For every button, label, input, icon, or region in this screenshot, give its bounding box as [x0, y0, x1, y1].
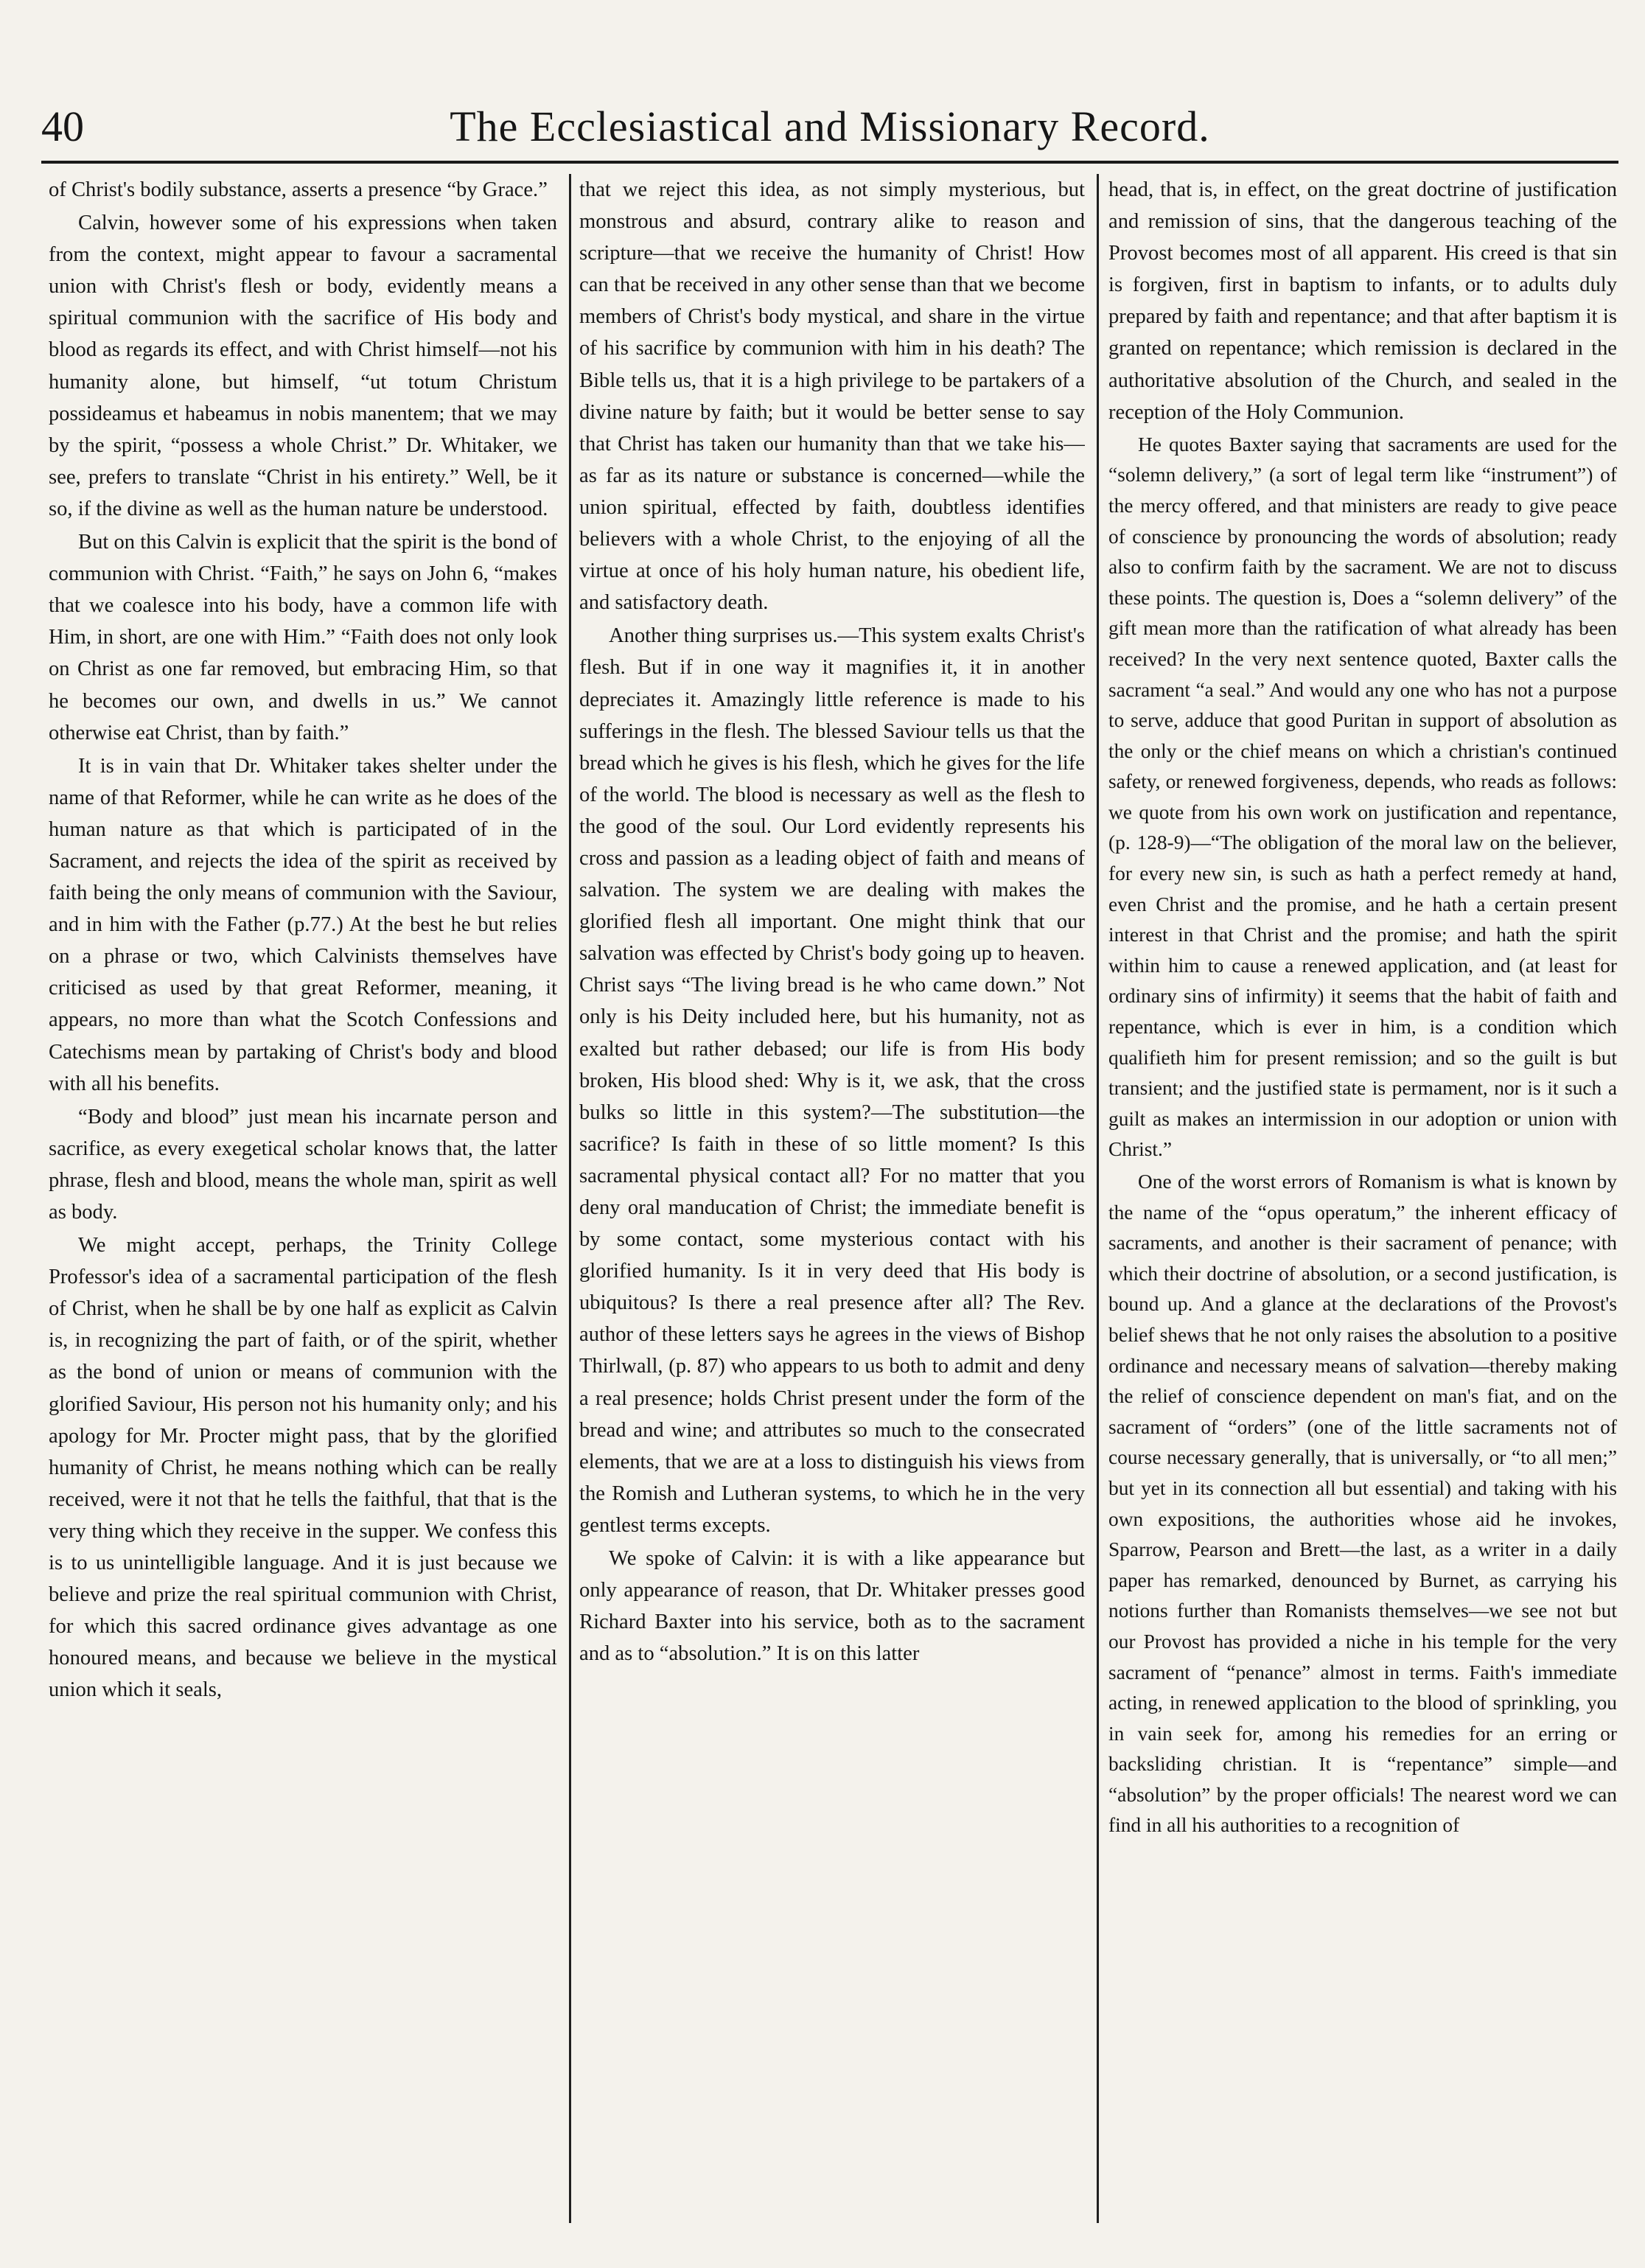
text-column-3	[1108, 174, 1617, 2238]
page-header	[41, 97, 1618, 156]
page-number: 40	[41, 102, 84, 150]
paragraph: Another thing surprises us.—This system exalts Christ's flesh. But if in one way it magnifies it, it in another depreciates it. Amazingly little reference is made to his sufferings in the flesh. The blessed Saviour tells us that the bread which he gives is his flesh, which he gives for the life of the world. The blood is necessary as well as the flesh to the good of the soul. Our Lord evidently represents his cross and passion as a leading object of faith and means of salvation. The system we are dealing with makes the glorified flesh all important. One might think that our salvation was effected by Christ's body going up to heaven. Christ says “The living bread is he who came down.” Not only is his Deity included here, but his humanity, not as exalted but rather debased; our life is from His body broken, His blood shed: Why is it, we ask, that the cross bulks so little in this system?—The substitution—the sacrifice? Is faith in these of so little moment? Is this sacramental physical contact all? For no matter that you deny oral manducation of Christ; the immediate benefit is by some contact, some mysterious contact with his glorified humanity. Is it in very deed that His body is ubiquitous? Is there a real presence after all? The Rev. author of these letters says he agrees in the views of Bishop Thirlwall, (p. 87) who appears to us both to admit and deny a real presence; holds Christ present under the form of the bread and wine; and attributes so much to the consecrated elements, that we are at a loss to distinguish his views from the Romish and Lutheran systems, to which he in the very gentlest terms excepts.	[579, 624, 1085, 1537]
paragraph: He quotes Baxter saying that sacraments are used for the “solemn delivery,” (a sort of legal term like “instrument”) of the mercy offered, and that ministers are ready to give peace of conscience by pronouncing the words of absolution; ready also to confirm faith by the sacrament. We are not to discuss these points. The question is, Does a “solemn delivery” of the gift mean more than the ratification of what already has been received? In the very next sentence quoted, Baxter calls the sacrament “a seal.” And would any one who has not a purpose to serve, adduce that good Puritan in support of absolution as the only or the chief means on which a christian's continued safety, or renewed forgiveness, depends, who reads as follows: we quote from his own work on justification and repentance, (p. 128-9)—“The obligation of the moral law on the believer, for every new sin, is such as hath a perfect remedy at hand, even Christ and the promise, and he hath a certain present interest in that Christ and the promise; and hath the spirit within him to cause a renewed application, and (at least for ordinary sins of infirmity) it seems that the habit of faith and repentance, which is ever in him, is a condition which qualifieth him for present remission; and so the guilt is but transient; and the justified state is permament, nor is it such a guilt as makes an intermission in our adoption or union with Christ.”	[1108, 433, 1617, 1161]
paragraph: One of the worst errors of Romanism is what is known by the name of the “opus operatum,” the inherent efficacy of sacraments, and another is their sacrament of penance; with which their doctrine of absolution, or a second justification, is bound up. And a glance at the declarations of the Provost's belief shews that he not only raises the absolution to a positive ordinance and necessary means of salvation—thereby making the relief of conscience dependent on man's fiat, and on the sacrament of “orders” (one of the little sacraments not of course necessary generally, that is universally, or “to all men;” but yet in its connection all but essential) and taking with his own expositions, the authorities whose aid he invokes, Sparrow, Pearson and Brett—the last, as a writer in a daily paper has remarked, denounced by Burnet, as carrying his notions further than Romanists themselves—we see not but our Provost has provided a niche in his temple for the very sacrament of “penance” almost in terms. Faith's immediate acting, in renewed application to the blood of sprinkling, you in vain seek for, among his remedies for an erring or backsliding christian. It is “repentance” simple—and “absolution” by the proper officials! The nearest word we can find in all his authorities to a recognition of	[1108, 1170, 1617, 1837]
paragraph: We spoke of Calvin: it is with a like appearance but only appearance of reason, that Dr. Whitaker presses good Richard Baxter into his service, both as to the sacrament and as to “absolution.” It is on this latter	[579, 1547, 1085, 1666]
paragraph: that we reject this idea, as not simply mysterious, but monstrous and absurd, contrary alike to reason and scripture—that we receive the humanity of Christ! How can that be received in any other sense than that we become members of Christ's body mystical, and share in the virtue of his sacrifice by communion with him in his death? The Bible tells us, that it is a high privilege to be partakers of a divine nature by faith; but it would be better sense to say that Christ has taken our humanity than that we take his—as far as its nature or substance is concerned—while the union spiritual, effected by faith, doubtless identifies believers with a whole Christ, to the enjoying of all the virtue at once of his holy human nature, his obedient life, and satisfactory death.	[579, 178, 1085, 615]
paragraph: It is in vain that Dr. Whitaker takes shelter under the name of that Reformer, while he can write as he does of the human nature as that which is participated of in the Sacrament, and rejects the idea of the spirit as received by faith being the only means of communion with the Saviour, and in him with the Father (p.77.) At the best he but relies on a phrase or two, which Calvinists themselves have criticised as used by that great Reformer, meaning, it appears, no more than what the Scotch Confessions and Catechisms mean by partaking of Christ's body and blood with all his benefits.	[49, 754, 557, 1095]
journal-title: The Ecclesiastical and Missionary Record.	[450, 102, 1210, 150]
paragraph: We might accept, perhaps, the Trinity College Professor's idea of a sacramental participation of the flesh of Christ, when he shall be by one half as explicit as Calvin is, in recognizing the part of faith, or of the spirit, whether as the bond of union or means of communion with the glorified Saviour, His person not his humanity only; and his apology for Mr. Procter might pass, that by the glorified humanity of Christ, he means nothing which can be really received, were it not that he tells the faithful, that that is the very thing which they receive in the supper. We confess this is to us unintelligible language. And it is just because we believe and prize the real spiritual communion with Christ, for which this sacred ordinance gives advantage as one honoured means, and because we believe in the mystical union which it seals,	[49, 1234, 557, 1702]
paragraph: Calvin, however some of his expressions when taken from the context, might appear to favour a sacramental union with Christ's flesh or body, evidently means a spiritual communion with the sacrifice of His body and blood as regards its effect, and with Christ himself—not his humanity alone, but himself, “ut totum Christum possideamus et habeamus in nobis manentem; that we may by the spirit, “possess a whole Christ.” Dr. Whitaker, we see, prefers to translate “Christ in his entirety.” Well, be it so, if the divine as well as the human nature be understood.	[49, 212, 557, 520]
column-divider	[569, 174, 571, 2223]
text-column-1	[49, 174, 557, 2238]
column-divider	[1097, 174, 1099, 2223]
text-column-2	[579, 174, 1085, 2238]
header-rule	[41, 161, 1618, 164]
paragraph: of Christ's bodily substance, asserts a presence “by Grace.”	[49, 178, 548, 201]
paragraph: But on this Calvin is explicit that the spirit is the bond of communion with Christ. “Faith,” he says on John 6, “makes that we coalesce into his body, have a common life with Him, in short, are one with Him.” “Faith does not only look on Christ as one far removed, but embracing Him, so that he becomes our own, and dwells in us.” We cannot otherwise eat Christ, than by faith.”	[49, 531, 557, 744]
paragraph: head, that is, in effect, on the great doctrine of justification and remission of sins, that the dangerous teaching of the Provost becomes most of all apparent. His creed is that sin is forgiven, first in baptism to infants, or to adults duly prepared by faith and repentance; and that after baptism it is granted on repentance; which remission is declared in the authoritative absolution of the Church, and sealed in the reception of the Holy Communion.	[1108, 178, 1617, 424]
paragraph: “Body and blood” just mean his incarnate person and sacrifice, as every exegetical scholar knows that, the latter phrase, flesh and blood, means the whole man, spirit as well as body.	[49, 1105, 557, 1224]
